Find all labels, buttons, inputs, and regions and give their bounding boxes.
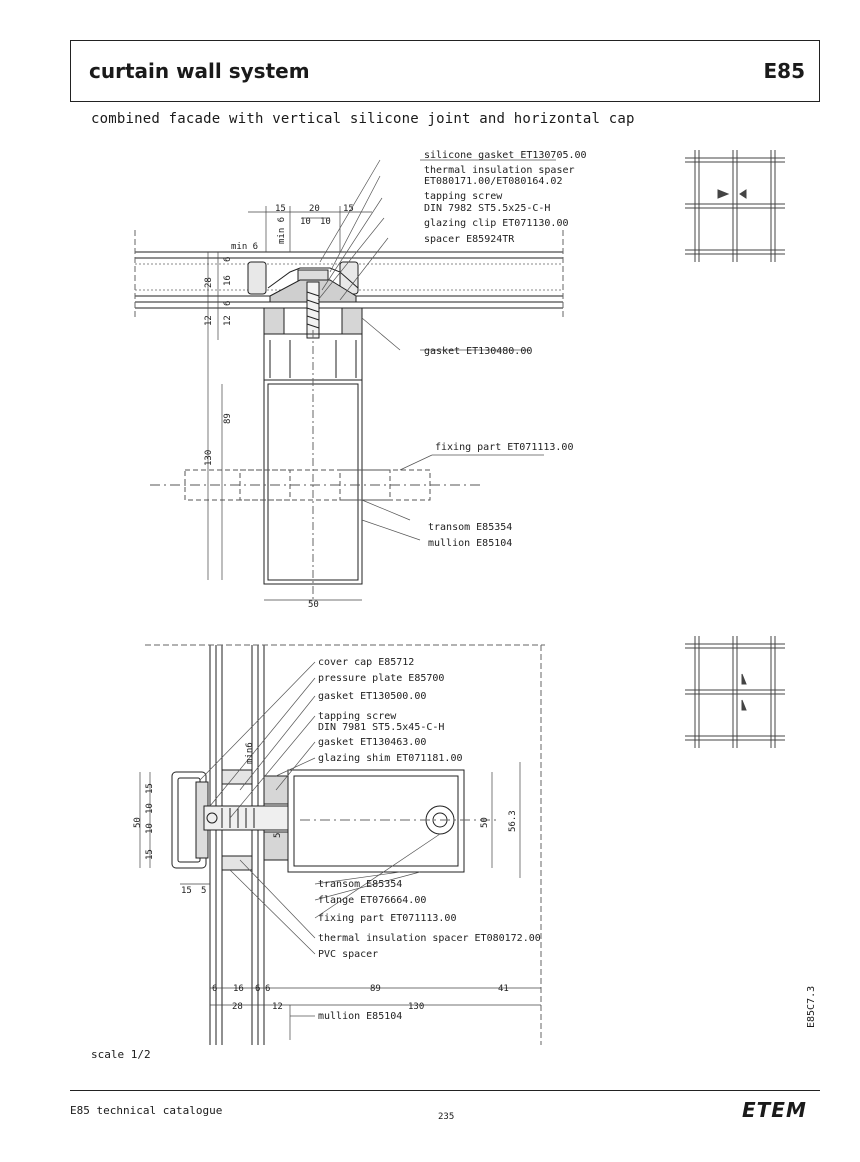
label-transom-bottom: transom E85354 [318,879,403,890]
label-mullion: mullion E85104 [428,538,513,549]
dim-50: 50 [308,600,319,610]
label-spacer: spacer E85924TR [424,234,515,245]
label-pvc-spacer: PVC spacer [318,949,379,960]
dim-b-89: 89 [370,984,381,994]
label-tapping-screw: tapping screw [424,191,503,202]
label-thermal-spacer-codes: ET080171.00/ET080164.02 [424,176,563,187]
dim-min6-vertical: min 6 [277,216,287,244]
top-dim-labels [204,204,354,610]
dim-16: 16 [223,275,233,286]
top-screw [307,282,319,338]
label-mullion-bottom: mullion E85104 [318,1011,403,1022]
dim-6-top: 6 [223,256,233,262]
dim-15-right: 15 [343,204,354,214]
bottom-spacer-top [222,770,252,784]
label-silicone-gasket: silicone gasket ET130705.00 [424,150,587,161]
elevation-grid-top [685,150,785,262]
bottom-dim-labels [133,742,518,1012]
label-gasket: gasket ET130480.00 [424,346,533,357]
dim-b-28: 28 [232,1002,243,1012]
dim-b-15-top: 15 [145,783,155,794]
dim-b-6-b: 6 [255,984,261,994]
dim-b-41: 41 [498,984,509,994]
footer-divider [70,1090,820,1091]
label-transom: transom E85354 [428,522,513,533]
page-subtitle: combined facade with vertical silicone joint and horizontal cap [91,111,635,127]
dim-b-6-c: 6 [265,984,271,994]
dim-12-left: 12 [204,315,214,326]
label-tapping-screw-bottom: tapping screw [318,711,397,722]
dim-b-50-left: 50 [133,817,143,828]
dim-min6-horizontal: min 6 [231,242,259,252]
label-screw-din: DIN 7982 ST5.5x25-C-H [424,203,551,214]
bottom-cover-cap [172,772,208,868]
label-fixing-part: fixing part ET071113.00 [435,442,574,453]
label-glazing-shim: glazing shim ET071181.00 [318,753,463,764]
dim-b-130: 130 [408,1002,425,1012]
dim-b-56-3: 56.3 [508,810,518,832]
scale-note: scale 1/2 [91,1048,151,1061]
dim-b-12: 12 [272,1002,283,1012]
top-gasket-left [264,308,284,334]
top-labels [424,150,587,549]
dim-12-right: 12 [223,315,233,326]
dim-b-6-a: 6 [212,984,218,994]
page-number: 235 [438,1112,455,1122]
dim-b-15-bottom: 15 [145,849,155,860]
dim-b-16: 16 [233,984,244,994]
label-screw-din-bottom: DIN 7981 ST5.5x45-C-H [318,722,445,733]
top-transom-dashed [150,470,480,500]
dim-b-50-right: 50 [480,817,490,828]
page-title: curtain wall system [89,59,310,83]
bottom-labels [318,657,541,1022]
dim-15-left: 15 [275,204,286,214]
dim-b-min6: min6 [245,742,255,764]
label-flange: flange ET076664.00 [318,895,427,906]
label-cover-cap: cover cap E85712 [318,657,415,668]
system-code: E85 [763,59,805,83]
dim-b-5-vertical: 5 [273,832,283,838]
label-pressure-plate: pressure plate E85700 [318,673,445,684]
top-mullion [264,330,362,600]
label-fixing-part-bottom: fixing part ET071113.00 [318,913,457,924]
etem-logo: ETEM [742,1098,807,1122]
label-glazing-clip: glazing clip ET071130.00 [424,218,569,229]
dim-b-10-bottom: 10 [145,823,155,834]
label-gasket-463: gasket ET130463.00 [318,737,427,748]
dim-20: 20 [309,204,320,214]
label-gasket-500: gasket ET130500.00 [318,691,427,702]
top-gasket-right [342,308,362,334]
dim-b-15-horizontal: 15 [181,886,192,896]
dim-b-10-top: 10 [145,803,155,814]
label-thermal-spacer-bottom: thermal insulation spacer ET080172.00 [318,933,541,944]
bottom-pressure-plate [204,806,288,830]
bottom-transom [288,770,500,872]
dim-130: 130 [204,449,214,466]
dim-6-bottom: 6 [223,300,233,306]
elevation-grid-bottom [685,636,785,748]
label-thermal-spacer: thermal insulation spaser [424,165,575,176]
dim-89: 89 [223,413,233,424]
drawing-code: E85C7.3 [806,985,817,1028]
footer-catalogue: E85 technical catalogue [70,1104,223,1117]
dim-10-left: 10 [300,217,311,227]
dim-10-right: 10 [320,217,331,227]
dim-b-5-horizontal: 5 [201,886,207,896]
dim-28: 28 [204,277,214,288]
